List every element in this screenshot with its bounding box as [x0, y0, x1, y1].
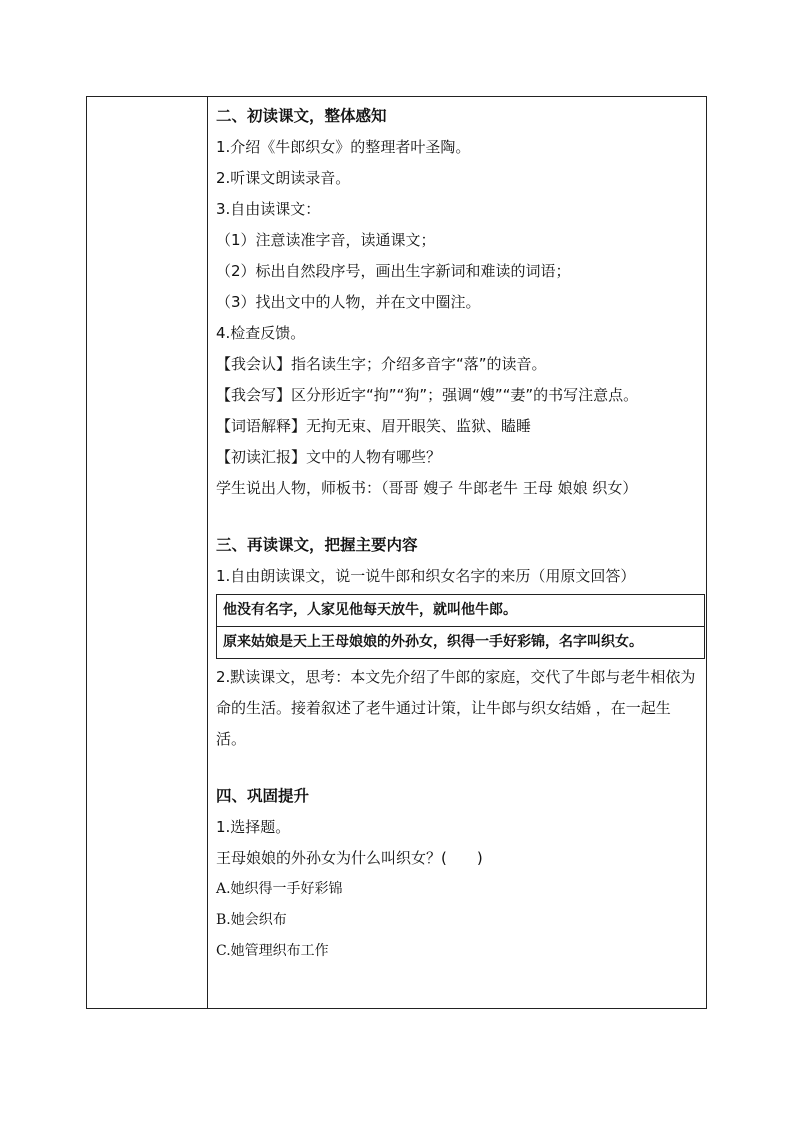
option-b: B.她会织布	[216, 912, 287, 928]
list-item: 【初读汇报】文中的人物有哪些？	[216, 448, 442, 466]
answer-row: 他没有名字，人家见他每天放牛，就叫他牛郎。	[223, 602, 517, 618]
list-item: （1）注意读准字音，读通课文；	[216, 231, 436, 249]
option-a: A.她织得一手好彩锦	[216, 881, 343, 897]
section-heading: 四、巩固提升	[216, 787, 310, 805]
list-item: 2.听课文朗读录音。	[216, 169, 351, 187]
question: 王母娘娘的外孙女为什么叫织女？( )	[216, 849, 483, 867]
list-item: （3）找出文中的人物，并在文中圈注。	[216, 293, 481, 311]
question: 2.默读课文，思考：本文先介绍了牛郎的家庭，交代了牛郎与老牛相依为命的生活。接着叙述了老牛通过计策，让牛郎与织女结婚 ，在一起生活。	[216, 668, 696, 748]
list-item: 【我会认】指名读生字；介绍多音字“落”的读音。	[216, 355, 547, 373]
list-item: 【词语解释】无拘无束、眉开眼笑、监狱、瞌睡	[216, 417, 532, 435]
list-item: 【我会写】区分形近字“拘”“狗”；强调“嫂”“妻”的书写注意点。	[216, 386, 639, 404]
option-c: C.她管理织布工作	[216, 943, 329, 959]
list-item: 3.自由读课文：	[216, 200, 321, 218]
answer-box	[216, 594, 705, 659]
list-item: 学生说出人物，师板书：（哥哥 嫂子 牛郎老牛 王母 娘娘 织女）	[216, 479, 638, 497]
section-heading: 二、初读课文，整体感知	[216, 107, 387, 125]
lesson-table	[86, 96, 707, 1009]
question-type: 1.选择题。	[216, 818, 291, 836]
answer-row: 原来姑娘是天上王母娘娘的外孙女，织得一手好彩锦，名字叫织女。	[217, 626, 704, 658]
question: 1.自由朗读课文，说一说牛郎和织女名字的来历（用原文回答）	[216, 567, 636, 585]
left-column	[87, 97, 208, 1008]
list-item: （2）标出自然段序号，画出生字新词和难读的词语；	[216, 262, 571, 280]
list-item: 1.介绍《牛郎织女》的整理者叶圣陶。	[216, 138, 471, 156]
content-column	[208, 97, 706, 1008]
list-item: 4.检查反馈。	[216, 324, 306, 342]
section-heading: 三、再读课文，把握主要内容	[216, 536, 418, 554]
